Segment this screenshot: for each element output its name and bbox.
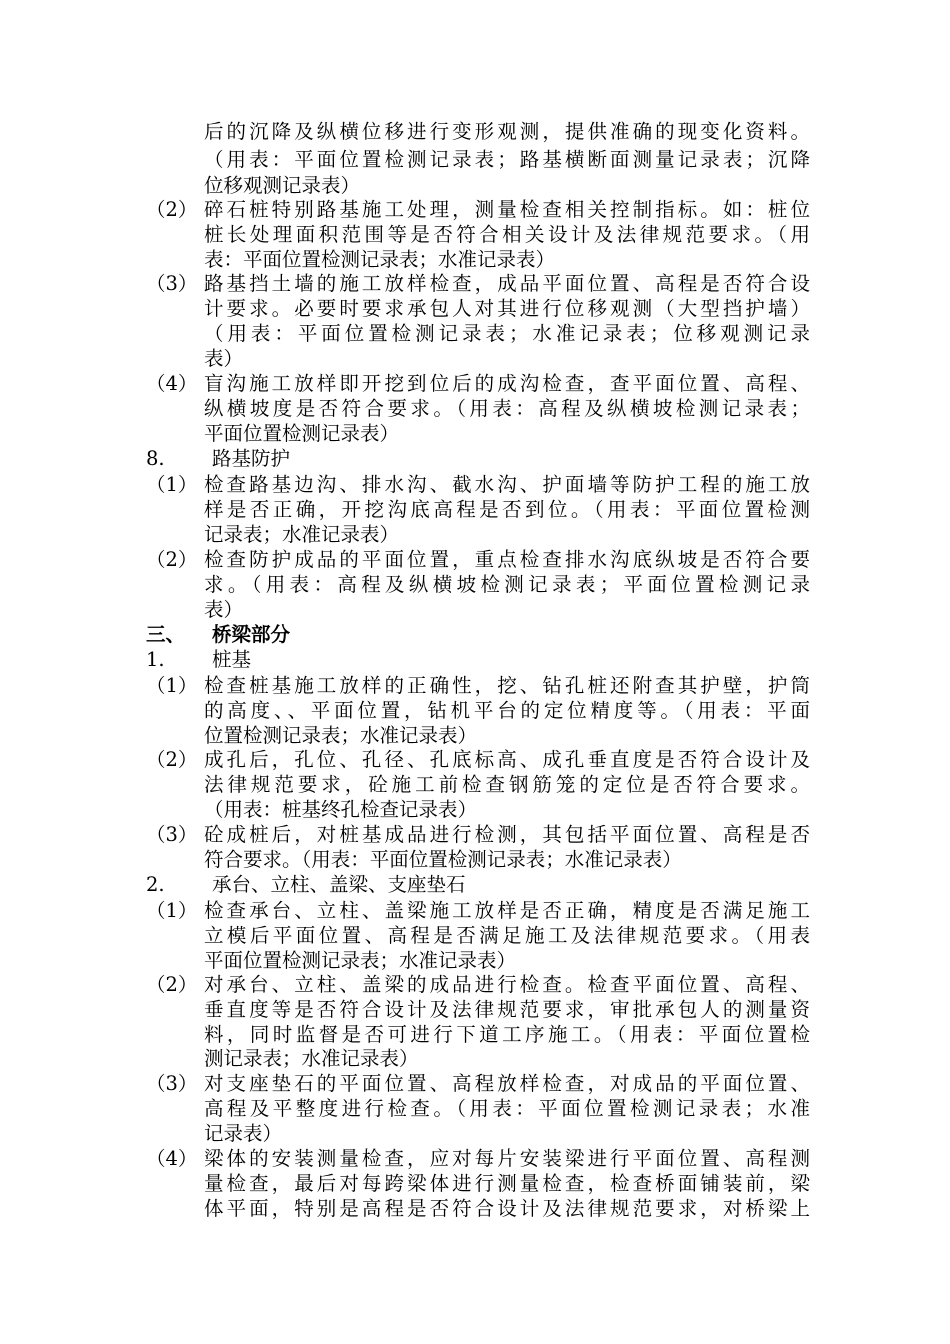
- list-item-line: 梁体的安装测量检查，应对每片安装梁进行平面位置、高程测: [204, 1147, 810, 1170]
- section-heading: 桥梁部分: [212, 623, 291, 646]
- list-item-line: 表：平面位置检测记录表；水准记录表）: [204, 248, 556, 271]
- list-item-line: 测记录表；水准记录表）: [204, 1047, 419, 1070]
- list-item-line: 料，同时监督是否可进行下道工序施工。（用表：平面位置检: [204, 1023, 810, 1046]
- list-item-marker: （1）: [146, 899, 198, 922]
- list-item-line: 检查路基边沟、排水沟、截水沟、护面墙等防护工程的施工放: [204, 473, 810, 496]
- list-item-marker: （3）: [146, 1072, 198, 1095]
- list-item-marker: （2）: [146, 748, 198, 771]
- list-item-line: 桩长处理面积范围等是否符合相关设计及法律规范要求。（用: [204, 223, 810, 246]
- list-item-marker: （1）: [146, 674, 198, 697]
- list-item-marker: （1）: [146, 473, 198, 496]
- list-item-marker: （4）: [146, 372, 198, 395]
- list-item-line: 碎石桩特别路基施工处理，测量检查相关控制指标。如：桩位: [204, 198, 810, 221]
- list-item-line: 检查桩基施工放样的正确性，挖、钻孔桩还附查其护壁，护筒: [204, 674, 810, 697]
- section-number: 三、: [146, 623, 186, 646]
- paragraph-line: 位移观测记录表）: [204, 174, 361, 197]
- list-item-line: 法律规范要求，砼施工前检查钢筋笼的定位是否符合要求。: [204, 773, 810, 796]
- heading-number: 8.: [146, 447, 165, 470]
- subsection-heading: 路基防护: [212, 447, 291, 470]
- list-item-line: 成孔后，孔位、孔径、孔底标高、成孔垂直度是否符合设计及: [204, 748, 810, 771]
- list-item-line: 平面位置检测记录表）: [204, 422, 400, 445]
- paragraph-line: 后的沉降及纵横位移进行变形观测，提供准确的现变化资料。: [204, 120, 810, 143]
- list-item-marker: （4）: [146, 1147, 198, 1170]
- list-item-line: 盲沟施工放样即开挖到位后的成沟检查，查平面位置、高程、: [204, 372, 810, 395]
- list-item-line: 体平面，特别是高程是否符合设计及法律规范要求，对桥梁上: [204, 1197, 810, 1220]
- list-item-line: 立模后平面位置、高程是否满足施工及法律规范要求。（用表: [204, 924, 810, 947]
- list-item-marker: （2）: [146, 548, 198, 571]
- list-item-line: 纵横坡度是否符合要求。（用表：高程及纵横坡检测记录表；: [204, 397, 810, 420]
- list-item-line: 表）: [204, 347, 244, 370]
- list-item-line: 记录表；水准记录表）: [204, 523, 400, 546]
- list-item-line: 量检查，最后对每跨梁体进行测量检查，检查桥面铺装前，梁: [204, 1172, 810, 1195]
- subsection-heading: 桩基: [212, 648, 252, 671]
- subsection-heading: 承台、立柱、盖梁、支座垫石: [212, 873, 466, 896]
- list-item-line: 检查承台、立柱、盖梁施工放样是否正确，精度是否满足施工: [204, 899, 810, 922]
- list-item-line: 求。（用表：高程及纵横坡检测记录表；平面位置检测记录: [204, 573, 810, 596]
- heading-number: 1.: [146, 648, 165, 671]
- list-item-marker: （3）: [146, 823, 198, 846]
- list-item-line: 计要求。必要时要求承包人对其进行位移观测（大型挡护墙）: [204, 297, 810, 320]
- list-item-marker: （3）: [146, 272, 198, 295]
- list-item-line: 高程及平整度进行检查。（用表：平面位置检测记录表；水准: [204, 1097, 810, 1120]
- list-item-marker: （2）: [146, 198, 198, 221]
- list-item-line: （用表：桩基终孔检查记录表）: [204, 798, 478, 821]
- heading-number: 2.: [146, 873, 165, 896]
- list-item-line: 路基挡土墙的施工放样检查，成品平面位置、高程是否符合设: [204, 272, 810, 295]
- list-item-line: 砼成桩后，对桩基成品进行检测，其包括平面位置、高程是否: [204, 823, 810, 846]
- list-item-line: 对承台、立柱、盖梁的成品进行检查。检查平面位置、高程、: [204, 973, 810, 996]
- list-item-line: 样是否正确，开挖沟底高程是否到位。（用表：平面位置检测: [204, 498, 810, 521]
- list-item-line: 符合要求。（用表：平面位置检测记录表；水准记录表）: [204, 848, 682, 871]
- list-item-marker: （2）: [146, 973, 198, 996]
- list-item-line: 垂直度等是否符合设计及法律规范要求，审批承包人的测量资: [204, 998, 810, 1021]
- list-item-line: 检查防护成品的平面位置，重点检查排水沟底纵坡是否符合要: [204, 548, 810, 571]
- paragraph-line: （用表：平面位置检测记录表；路基横断面测量记录表；沉降: [204, 148, 810, 171]
- list-item-line: 位置检测记录表；水准记录表）: [204, 724, 478, 747]
- list-item-line: 的高度、、平面位置，钻机平台的定位精度等。（用表：平面: [204, 699, 810, 722]
- list-item-line: （用表：平面位置检测记录表；水准记录表；位移观测记录: [204, 322, 810, 345]
- list-item-line: 平面位置检测记录表；水准记录表）: [204, 949, 517, 972]
- list-item-line: 表）: [204, 598, 244, 621]
- list-item-line: 记录表）: [204, 1122, 283, 1145]
- list-item-line: 对支座垫石的平面位置、高程放样检查，对成品的平面位置、: [204, 1072, 810, 1095]
